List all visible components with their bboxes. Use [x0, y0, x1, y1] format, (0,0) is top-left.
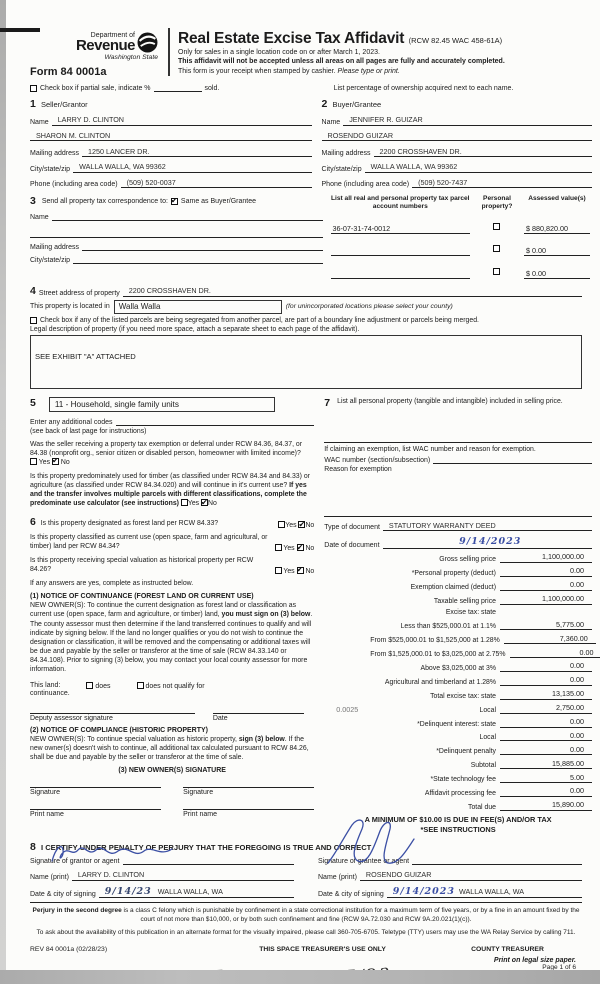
assessed-value-field[interactable]: $ 0.00 — [524, 246, 590, 256]
ownership-note: List percentage of ownership acquired next to each name. — [333, 85, 514, 92]
fee-value-field[interactable]: 0.00 — [510, 648, 600, 659]
fee-row — [324, 566, 592, 577]
section-8-number: 8 — [30, 840, 36, 853]
form-header — [30, 26, 582, 78]
grantee-date-label: Date & city of signing — [318, 891, 384, 899]
minimum-due-note: A MINIMUM OF $10.00 IS DUE IN FEE(S) AND/OR TAX — [364, 814, 552, 824]
wac-number-label: WAC number (section/subsection) — [324, 456, 431, 464]
buyer-phone-label: Phone (including area code) — [321, 181, 410, 189]
buyer-phone-field[interactable]: (509) 520-7437 — [412, 178, 592, 189]
reason-exemption-field[interactable] — [324, 509, 592, 517]
fee-value-field[interactable] — [500, 608, 592, 617]
tax-correspondence-section — [30, 195, 323, 278]
additional-codes-note: (see back of last page for instructions) — [30, 427, 147, 435]
property-class-select[interactable]: 11 - Household, single family units — [49, 397, 275, 412]
parcel-number-field[interactable]: 36-07-31-74-0012 — [331, 224, 470, 234]
fee-row — [324, 689, 592, 700]
personal-property-checkbox[interactable] — [493, 223, 500, 230]
perjury-statement: Perjury in the second degree is a class C felony which is punishable by confinement in a state correctional institution for a maximum term of five years, or by a fine in an amount fixed by the court of not more than $10,000, or by both such confinement and fine (RCW 9A.72.030 and RCW 9A.20.021(1)(c)). — [32, 907, 580, 923]
buyer-section — [322, 98, 592, 188]
fee-label: Total excise tax: state — [430, 692, 496, 700]
does-checkbox[interactable] — [86, 682, 93, 689]
doc-type-label: Type of document — [324, 524, 380, 532]
buyer-mailing-field[interactable]: 2200 CROSSHAVEN DR. — [374, 147, 592, 158]
historical-question: Is this property receiving special valuation as historical property per RCW 84.26? — [30, 557, 254, 574]
right-column — [324, 397, 592, 835]
correspondence-mailing-label: Mailing address — [30, 243, 80, 251]
reason-exemption-label: Reason for exemption — [324, 465, 392, 473]
partial-sale-label: Check box if partial sale, indicate % — [40, 85, 151, 92]
seller-mailing-label: Mailing address — [30, 150, 80, 158]
assessed-value-field[interactable]: $ 880,820.00 — [524, 224, 590, 234]
fee-label: Local — [479, 706, 496, 714]
does-not-checkbox[interactable] — [137, 682, 144, 689]
scan-artifact-top — [0, 28, 40, 32]
seller-name-field[interactable]: LARRY D. CLINTON — [52, 115, 312, 126]
fee-label: Total due — [468, 803, 496, 811]
section-5-number: 5 — [30, 396, 36, 409]
section-7-number: 7 — [324, 396, 331, 409]
scan-artifact-bottom — [0, 970, 600, 984]
see-instructions-note: *SEE INSTRUCTIONS — [420, 824, 496, 834]
parcel-number-field[interactable] — [331, 247, 470, 256]
parcel-row — [331, 261, 590, 279]
fee-value-field[interactable]: 0.00 — [500, 745, 592, 756]
personal-property-col-header: Personal property? — [481, 195, 513, 211]
fee-row — [324, 620, 592, 631]
does-label: does — [95, 682, 111, 690]
fee-label: Agricultural and timberland at 1.28% — [384, 678, 496, 686]
fee-label: *Personal property (deduct) — [411, 569, 496, 577]
grantor-name-field[interactable]: LARRY D. CLINTON — [72, 870, 294, 881]
section-3-number: 3 — [30, 195, 36, 208]
same-as-buyer-checkbox[interactable] — [171, 198, 178, 205]
page-number: Page 1 of 6 — [542, 963, 576, 971]
forest-land-question: Is this property designated as forest land per RCW 84.33? — [40, 519, 219, 527]
legal-description-box[interactable] — [30, 335, 582, 389]
fee-row — [324, 759, 592, 770]
grantor-date-label: Date & city of signing — [30, 891, 96, 899]
notice-compliance-title: (2) NOTICE OF COMPLIANCE (HISTORIC PROPERTY) — [30, 726, 208, 734]
wac-number-field[interactable] — [433, 456, 592, 464]
header-note-2: This affidavit will not be accepted unless all areas on all pages are fully and accurately completed. — [178, 58, 505, 66]
county-treasurer-label: COUNTY TREASURER — [471, 945, 544, 953]
assessed-value-col-header: Assessed value(s) — [528, 195, 586, 203]
seller-title: Seller/Grantor — [40, 100, 88, 109]
fee-value-field[interactable]: 15,885.00 — [500, 759, 592, 770]
personal-property-checkbox[interactable] — [493, 245, 500, 252]
timber-question-bold: If yes and the transfer involves multiple parcels with different classifications, complete the predominate use calculator (see instructions) — [30, 482, 307, 508]
section-4-number: 4 — [30, 284, 36, 297]
page-title: Real Estate Excise Tax Affidavit — [178, 30, 405, 47]
fee-value-field[interactable]: 5.00 — [500, 773, 592, 784]
fee-label: Exemption claimed (deduct) — [410, 583, 496, 591]
property-address-section — [30, 285, 582, 389]
buyer-name-label: Name — [321, 118, 341, 126]
fee-row — [324, 648, 592, 659]
fee-value-field[interactable]: 0.00 — [500, 717, 592, 728]
street-address-label: Street address of property — [38, 289, 120, 297]
legal-description-label: Legal description of property (if you need more space, attach a separate sheet to each page of the affidavit). — [30, 325, 360, 333]
grantor-signature-label: Signature of grantor or agent — [30, 857, 120, 865]
seller-phone-field[interactable]: (509) 520-0037 — [121, 178, 312, 189]
current-use-question: Is this property classified as current use (open space, farm and agricultural, or timber) land per RCW 84.34? — [30, 534, 268, 551]
notice-continuance-text: NEW OWNER(S): To continue the current designation as forest land or classification as current use (open space, farm and agriculture, or timber) land, you must sign on (3) below. The county assessor must then determine if the land transferred continues to qualify and will indicate by signing below. If the land no longer qualifies or you do not wish to continue the designation or classification, it will be removed and the compensating or additional taxes will be due and payable by the seller or transferor at the time of sale (RCW 84.33.140 or 84.34.108). Prior to signing (3) below, you may contact your local county assessor for more information. — [30, 602, 313, 674]
fee-row — [324, 580, 592, 591]
fee-value-field[interactable]: 15,890.00 — [500, 800, 592, 811]
fee-row — [324, 800, 592, 811]
fee-row — [324, 552, 592, 563]
grantee-name-label: Name (print) — [318, 873, 357, 881]
treasurer-space-label: THIS SPACE TREASURER'S USE ONLY — [259, 945, 386, 953]
dor-logo-block — [30, 26, 158, 78]
fee-row — [324, 594, 592, 605]
legal-description-text: SEE EXHIBIT "A" ATTACHED — [35, 351, 136, 361]
new-owner-print-line-2[interactable]: Print name — [183, 809, 314, 818]
buyer-city-field[interactable]: WALLA WALLA, WA 99362 — [365, 162, 592, 173]
exemption-note: If claiming an exemption, list WAC number and reason for exemption. — [324, 445, 536, 453]
seller-city-label: City/state/zip — [30, 165, 71, 173]
fee-value-field[interactable]: 1,100,000.00 — [500, 594, 592, 605]
q5-no-checkbox[interactable] — [297, 567, 304, 574]
located-note: (for unincorporated locations please select your county) — [285, 303, 453, 311]
seller-section — [30, 98, 312, 188]
new-owner-signature-line-1[interactable]: Signature — [30, 787, 161, 796]
correspondence-label: Send all property tax correspondence to: — [41, 197, 168, 205]
same-as-buyer-label: Same as Buyer/Grantee — [180, 197, 257, 205]
parcel-col-header: List all real and personal property tax parcel account numbers — [331, 195, 470, 211]
doc-date-field[interactable]: 9/14/2023 — [383, 536, 592, 549]
continuance-label: continuance. — [30, 689, 70, 697]
buyer-city-label: City/state/zip — [321, 165, 362, 173]
section-6-number: 6 — [30, 515, 36, 528]
fee-label: From $1,525,000.01 to $3,025,000 at 2.75% — [370, 651, 506, 659]
does-not-label: does not qualify for — [145, 682, 205, 690]
form-number: Form 84 0001a — [30, 66, 107, 78]
fee-value-field[interactable]: 0.00 — [500, 731, 592, 742]
q4-no-checkbox[interactable] — [297, 544, 304, 551]
doc-type-field[interactable]: STATUTORY WARRANTY DEED — [383, 521, 592, 532]
local-rate-note: 0.0025 — [336, 704, 359, 714]
additional-codes-field[interactable] — [116, 418, 315, 426]
grantee-signature-block — [318, 853, 582, 898]
correspondence-city-field[interactable] — [73, 256, 322, 264]
rev-number: REV 84 0001a (02/28/23) — [30, 945, 108, 953]
q3-no-checkbox[interactable] — [298, 521, 305, 528]
fee-value-field[interactable]: 0.00 — [500, 566, 592, 577]
header-note-1: Only for sales in a single location code on or after March 1, 2023. — [178, 49, 380, 56]
personal-property-checkbox[interactable] — [493, 268, 500, 275]
partial-sale-checkbox[interactable] — [30, 85, 37, 92]
assessed-value-field[interactable]: $ 0.00 — [524, 269, 590, 279]
rcw-reference: (RCW 82.45 WAC 458-61A) — [408, 36, 503, 45]
fee-row — [324, 703, 592, 714]
deputy-assessor-signature-line[interactable]: Deputy assessor signature — [30, 713, 195, 722]
fee-row — [324, 608, 592, 617]
correspondence-name-field[interactable] — [52, 213, 323, 221]
fee-label: Affidavit processing fee — [424, 789, 496, 797]
fee-value-field[interactable]: 0.00 — [500, 675, 592, 686]
fee-row — [324, 786, 592, 797]
certification-title: I CERTIFY UNDER PENALTY OF PERJURY THAT THE FOREGOING IS TRUE AND CORRECT — [40, 842, 372, 852]
new-owner-signature-title: (3) NEW OWNER(S) SIGNATURE — [118, 767, 226, 775]
q5-yes-checkbox[interactable] — [275, 567, 282, 574]
buyer-title: Buyer/Grantee — [332, 100, 382, 109]
header-divider — [168, 28, 170, 76]
fee-row — [324, 661, 592, 672]
timber-question: Is this property predominately used for timber (as classified under RCW 84.34 and 84.33) or agriculture (as classified under RCW 84.34.020) and will continue in it's current use? — [30, 473, 310, 490]
located-in-label: This property is located in — [30, 303, 110, 311]
additional-codes-label: Enter any additional codes — [30, 418, 113, 426]
fee-value-field[interactable]: 13,135.00 — [500, 689, 592, 700]
fee-value-field[interactable]: 5,775.00 — [500, 620, 592, 631]
q1-no-checkbox[interactable] — [52, 458, 59, 465]
section-1-number: 1 — [30, 98, 36, 110]
grantor-date-field[interactable]: 9/14/23 WALLA WALLA, WA — [99, 886, 294, 899]
new-owner-signature-line-2[interactable]: Signature — [183, 787, 314, 796]
personal-property-intro: List all personal property (tangible and intangible) included in selling price. — [337, 397, 563, 405]
new-owner-print-line-1[interactable]: Print name — [30, 809, 161, 818]
header-note-3-italic: Please type or print. — [337, 67, 400, 75]
parcel-row — [331, 238, 590, 256]
q2-yes-checkbox[interactable] — [181, 499, 188, 506]
grantee-signature-field[interactable] — [412, 857, 582, 865]
q1-yes-checkbox[interactable] — [30, 458, 37, 465]
fee-label: Excise tax: state — [445, 609, 496, 617]
sold-label: sold. — [204, 85, 220, 92]
fee-row — [324, 773, 592, 784]
section-2-number: 2 — [321, 98, 328, 110]
personal-property-field[interactable] — [324, 435, 592, 443]
parcel-number-field[interactable] — [331, 270, 470, 279]
q2-no-checkbox[interactable] — [201, 499, 208, 506]
notice-compliance-text: NEW OWNER(S): To continue special valuation as historic property, sign (3) below. If the new owner(s) doesn't wish to continue, all additional tax calculated pursuant to RCW 84.26, shall be due and payable by the seller or transferor at the time of sale. — [30, 735, 309, 761]
q3-yes-checkbox[interactable] — [278, 521, 285, 528]
scan-artifact-left — [0, 0, 6, 984]
excise-tax-computation — [324, 552, 592, 811]
doc-date-label: Date of document — [324, 541, 380, 549]
seller-phone-label: Phone (including area code) — [30, 181, 118, 189]
buyer-name2-field[interactable]: ROSENDO GUIZAR — [322, 131, 592, 142]
q4-yes-checkbox[interactable] — [275, 544, 282, 551]
fee-value-field[interactable]: 0.00 — [500, 661, 592, 672]
revenue-wordmark: Revenue — [75, 37, 135, 54]
parcel-row — [331, 216, 590, 234]
header-note-3: This form is your receipt when stamped by cashier. — [178, 67, 336, 75]
fee-value-field[interactable]: 0.00 — [500, 580, 592, 591]
dept-of-label: Department of — [90, 32, 135, 39]
buyer-name-field[interactable]: JENNIFER R. GUIZAR — [343, 115, 592, 126]
fee-row — [324, 634, 592, 645]
seller-name-label: Name — [30, 118, 49, 126]
fee-label: *Delinquent interest: state — [417, 720, 496, 728]
fee-label: *State technology fee — [430, 776, 496, 784]
correspondence-name-label: Name — [30, 213, 49, 221]
grantor-name-label: Name (print) — [30, 873, 69, 881]
street-address-field[interactable]: 2200 CROSSHAVEN DR. — [123, 286, 582, 297]
fee-label: *Delinquent penalty — [436, 748, 496, 756]
grantor-signature-block — [30, 853, 294, 898]
fee-label: Less than $525,000.01 at 1.1% — [400, 623, 496, 631]
print-legal-note: Print on legal size paper. — [493, 956, 576, 964]
segregated-checkbox[interactable] — [30, 317, 37, 324]
partial-sale-percent-field[interactable] — [154, 91, 202, 92]
fee-row — [324, 731, 592, 742]
segregated-label: Check box if any of the listed parcels are being segregated from another parcel, are part of a boundary line adjustment or parcels being merged. — [40, 316, 479, 324]
deputy-date-line[interactable]: Date — [213, 713, 304, 722]
correspondence-mailing-field[interactable] — [82, 243, 323, 251]
fee-label: Subtotal — [470, 762, 496, 770]
fee-row — [324, 717, 592, 728]
grantee-date-field[interactable]: 9/14/2023 WALLA WALLA, WA — [387, 886, 582, 899]
if-yes-note: If any answers are yes, complete as instructed below. — [30, 580, 194, 588]
grantee-name-field[interactable]: ROSENDO GUIZAR — [360, 870, 582, 881]
seller-city-field[interactable]: WALLA WALLA, WA 99362 — [73, 162, 311, 173]
seller-mailing-field[interactable]: 1250 LANCER DR. — [82, 147, 311, 158]
revenue-logo-icon — [137, 32, 158, 53]
grantee-signature-label: Signature of grantee or agent — [318, 857, 410, 865]
fee-value-field[interactable]: 7,360.00 — [504, 634, 596, 645]
fee-label: From $525,000.01 to $1,525,000 at 1.28% — [370, 637, 500, 645]
correspondence-name2-field[interactable] — [30, 230, 323, 238]
grantor-signature-field[interactable] — [123, 857, 294, 865]
correspondence-city-label: City/state/zip — [30, 257, 71, 264]
buyer-mailing-label: Mailing address — [321, 150, 371, 158]
fee-row — [324, 675, 592, 686]
this-land-label: This land: — [30, 681, 61, 689]
certification-section — [30, 841, 582, 903]
fee-value-field[interactable]: 2,750.00 — [500, 703, 592, 714]
washington-state-label: Washington State — [104, 54, 158, 61]
fee-label: Taxable selling price — [433, 597, 496, 605]
alt-format-statement: To ask about the availability of this publication in an alternate format for the visually impaired, please call 360-705-6705. Teletype (TTY) users may use the WA Relay Service by calling 711. — [36, 928, 576, 936]
parcel-table — [331, 195, 590, 278]
exemption-question: Was the seller receiving a property tax exemption or deferral under RCW 84.36, 84.37, or 84.38 (nonprofit org., senior citizen or disabled person, homeowner with limited income)? — [30, 440, 303, 457]
fee-label: Local — [479, 734, 496, 742]
fee-label: Above $3,025,000 at 3% — [420, 664, 496, 672]
fee-value-field[interactable]: 0.00 — [500, 786, 592, 797]
notice-continuance-title: (1) NOTICE OF CONTINUANCE (FOREST LAND OR CURRENT USE) — [30, 593, 254, 601]
fee-row — [324, 745, 592, 756]
county-select[interactable]: Walla Walla — [114, 300, 282, 314]
fee-label: Gross selling price — [439, 555, 496, 563]
fee-value-field[interactable]: 1,100,000.00 — [500, 552, 592, 563]
left-column: 5 11 - Household, single family units Enter any additional codes (see back of last page for instructions) Was the seller receiving a property tax exemption or deferral under RCW 84.36, 84.37, or 84.38 (nonprofit org., senior citizen or disabled person, homeowner with limited income)? Yes ✔ No Is this property predominately used for timber (as classified under RCW 84.34 and 84.33) or agriculture (as classified under RCW 84.34.020) and will continue in it's current use? If yes and the transfer involves multiple parcels with different classifications, complete the predominate use calculator (see instructions) Yes ✔ No 6 Is this property designated as forest land per RCW 84.33? Yes ✔ No Is this property classified as current use (open space, farm and agricultural, or timber) land per RCW 84.34? Yes ✔ No Is this property receiving special valuation as historical property per RCW 84.26? Yes ✔ No If any answers are yes, complete as instructed below. (1) NOTICE OF CONTINUANCE (FOREST LAND OR CURRENT USE) NEW OWNER(S): To continue the current designation as forest land or classification as current use (open space, farm and agriculture, or timber) land, you must sign on (3) below. The county assessor must then determine if the land transferred continues to qualify and will indicate by signing below. If the land no longer qualifies or you do not wish to continue the designation or classification, it will be removed and the compensating or additional taxes will be due and payable by the seller or transferor at the time of sale (RCW 84.33.140 or 84.34.108). Prior to signing (3) below, you may contact your local county assessor for more information. This land: does does not qualify for continuance. Deputy assessor signature Date (2) NOTICE OF COMPLIANCE (HISTORIC PROPERTY) NEW OWNER(S): To continue special valuation as historic property, sign (3) below. If the new owner(s) doesn't wish to continue, all additional tax calculated pursuant to RCW 84.26, shall be due and payable by the seller or transferor at the time of sale. (3) NEW OWNER(S) SIGNATURE Signature Signature Print name Print name — [30, 397, 314, 835]
seller-name2-field[interactable]: SHARON M. CLINTON — [30, 131, 312, 142]
